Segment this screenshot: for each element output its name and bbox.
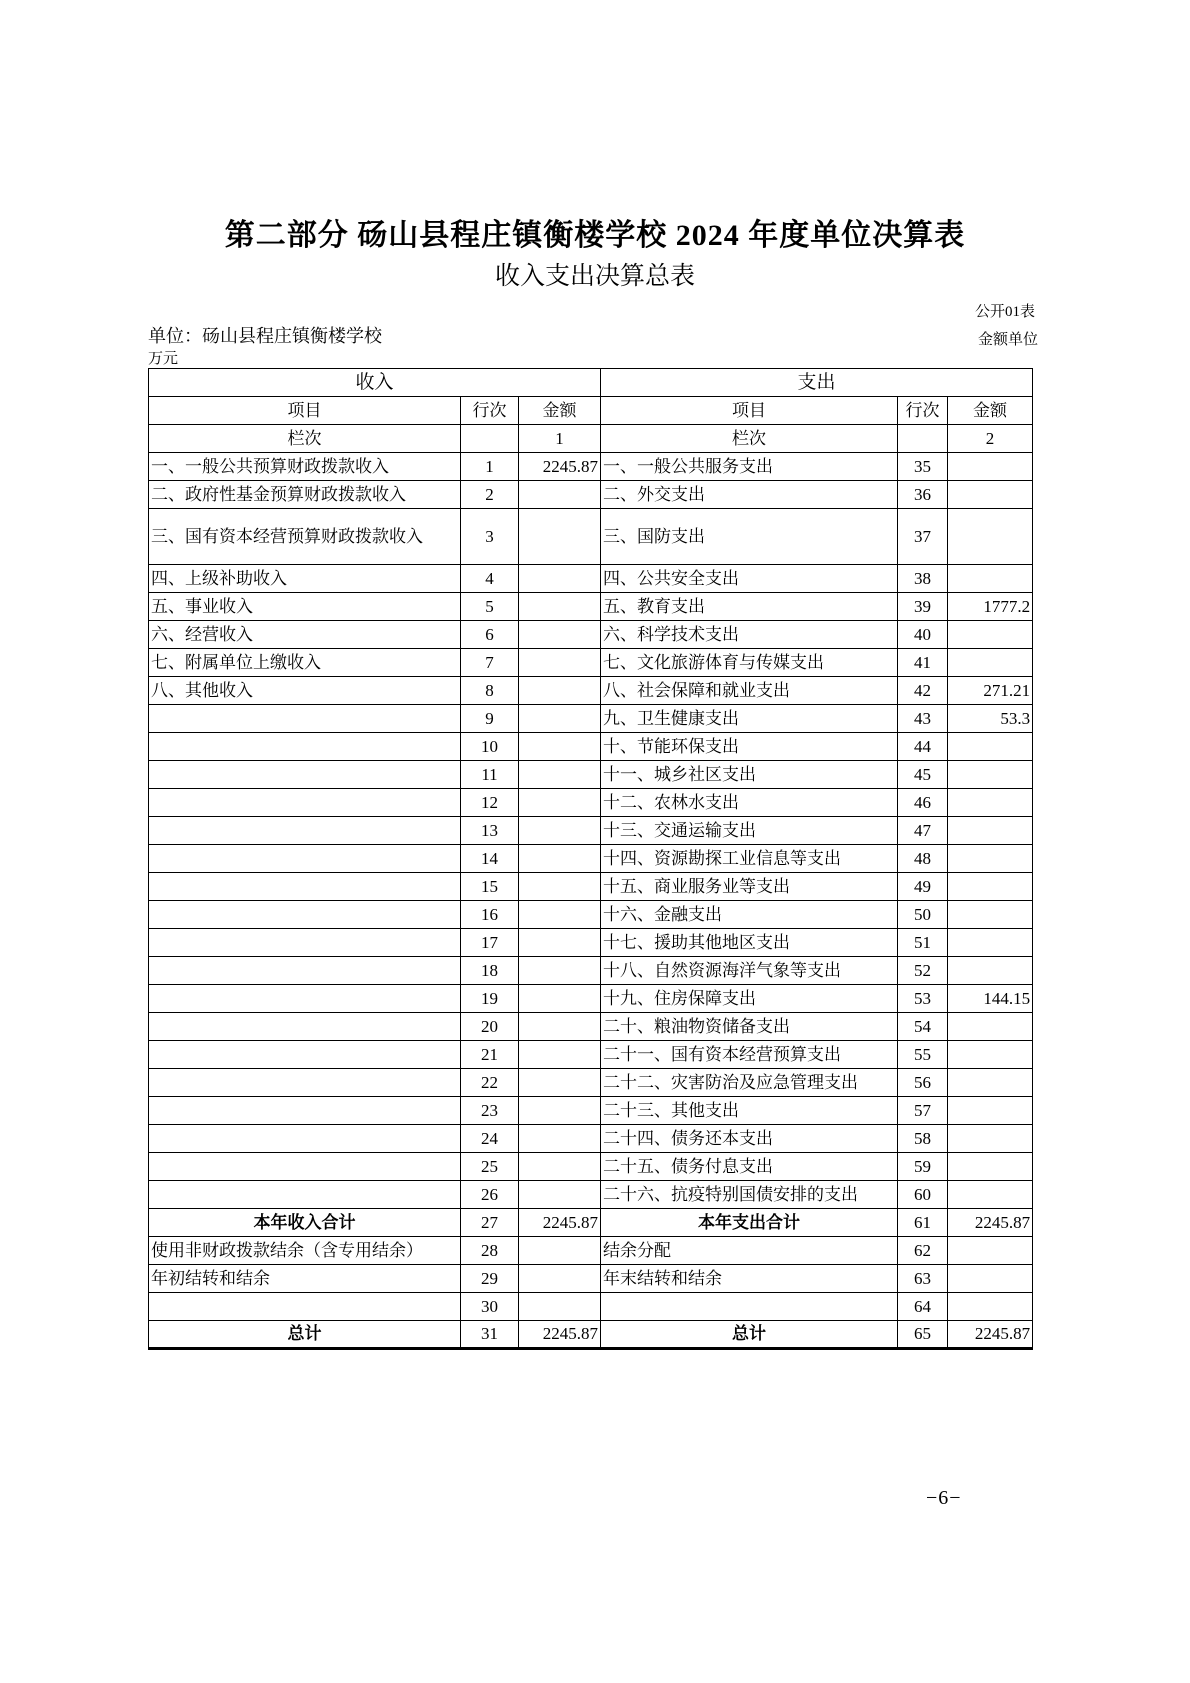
income-rowno-cell: 5 [461,593,519,621]
expense-rowno-cell: 53 [898,985,948,1013]
income-amount-cell [519,1013,601,1041]
table-row [149,1097,1033,1125]
income-rowno-cell: 13 [461,817,519,845]
income-rowno-cell: 19 [461,985,519,1013]
income-rowno-cell: 17 [461,929,519,957]
expense-item-cell: 三、国防支出 [601,509,898,565]
expense-item-cell: 十二、农林水支出 [601,789,898,817]
income-amount-cell [519,985,601,1013]
income-item-cell: 四、上级补助收入 [149,565,461,593]
income-item-cell [149,733,461,761]
expense-rowno-cell: 47 [898,817,948,845]
expense-item-cell: 十四、资源勘探工业信息等支出 [601,845,898,873]
column-header-row [149,397,1033,425]
income-item-cell [149,901,461,929]
income-amount-cell [519,1265,601,1293]
expense-item-cell: 二、外交支出 [601,481,898,509]
expense-amount-cell [948,789,1033,817]
income-item-cell: 本年收入合计 [149,1209,461,1237]
expense-amount-cell [948,929,1033,957]
expense-amount-cell [948,901,1033,929]
income-item-cell [149,1125,461,1153]
income-amount-cell [519,761,601,789]
table-row [149,901,1033,929]
expense-item-cell: 八、社会保障和就业支出 [601,677,898,705]
table-row [149,565,1033,593]
expense-rowno-cell: 56 [898,1069,948,1097]
expense-rowno-cell: 36 [898,481,948,509]
income-item-cell: 七、附属单位上缴收入 [149,649,461,677]
income-expense-table [148,368,1033,1350]
table-row [149,873,1033,901]
income-rowno-cell: 1 [461,453,519,481]
table-row [149,817,1033,845]
income-item-cell: 年初结转和结余 [149,1265,461,1293]
expense-amount-cell [948,957,1033,985]
table-row [149,1041,1033,1069]
income-item-cell: 总计 [149,1321,461,1349]
income-item-cell [149,705,461,733]
table-title: 收入支出决算总表 [494,263,695,290]
income-rowno-cell: 24 [461,1125,519,1153]
expense-rowno-cell: 50 [898,901,948,929]
income-item-cell: 六、经营收入 [149,621,461,649]
expense-item-cell: 十七、援助其他地区支出 [601,929,898,957]
expense-item-cell [601,1293,898,1321]
income-amount-cell [519,677,601,705]
expense-item-cell: 十九、住房保障支出 [601,985,898,1013]
table-row [149,705,1033,733]
income-item-cell [149,845,461,873]
income-amount-cell [519,957,601,985]
expense-amount-cell [948,509,1033,565]
table-body [149,369,1033,1349]
expense-amount-cell [948,1069,1033,1097]
expense-rowno-cell: 48 [898,845,948,873]
expense-item-cell: 二十四、债务还本支出 [601,1125,898,1153]
income-rowno-header: 行次 [461,397,519,425]
expense-amount-cell [948,481,1033,509]
income-rowno-cell: 29 [461,1265,519,1293]
table-row [149,509,1033,565]
income-rowno-cell: 7 [461,649,519,677]
expense-rowno-cell: 51 [898,929,948,957]
expense-rowno-cell: 38 [898,565,948,593]
expense-item-cell: 总计 [601,1321,898,1349]
income-item-cell [149,1097,461,1125]
expense-item-cell: 十三、交通运输支出 [601,817,898,845]
income-amount-cell [519,929,601,957]
income-rowno-cell: 21 [461,1041,519,1069]
income-amount-cell [519,1125,601,1153]
expense-item-cell: 年末结转和结余 [601,1265,898,1293]
income-item-cell [149,1293,461,1321]
income-item-cell: 五、事业收入 [149,593,461,621]
lanci-row [149,425,1033,453]
income-item-cell [149,957,461,985]
page-number: −6− [926,1487,962,1509]
income-item-cell [149,1069,461,1097]
expense-rowno-cell: 35 [898,453,948,481]
income-item-cell [149,1013,461,1041]
income-amount-header: 金额 [519,397,601,425]
expense-rowno-cell: 60 [898,1181,948,1209]
income-amount-cell [519,1069,601,1097]
income-rowno-cell: 20 [461,1013,519,1041]
table-row [149,929,1033,957]
income-amount-cell [519,873,601,901]
income-amount-cell: 2245.87 [519,453,601,481]
expense-lanci-label: 栏次 [601,425,898,453]
expense-item-cell: 二十二、灾害防治及应急管理支出 [601,1069,898,1097]
expense-item-cell: 二十五、债务付息支出 [601,1153,898,1181]
expense-amount-cell [948,761,1033,789]
part-title: 第二部分 砀山县程庄镇衡楼学校 2024 年度单位决算表 [224,219,966,252]
expense-rowno-cell: 46 [898,789,948,817]
expense-rowno-cell: 62 [898,1237,948,1265]
expense-item-cell: 七、文化旅游体育与传媒支出 [601,649,898,677]
income-amount-cell [519,817,601,845]
income-item-header: 项目 [149,397,461,425]
expense-amount-cell [948,1097,1033,1125]
income-rowno-cell: 25 [461,1153,519,1181]
income-amount-cell: 2245.87 [519,1209,601,1237]
expense-item-cell: 十五、商业服务业等支出 [601,873,898,901]
income-rowno-cell: 9 [461,705,519,733]
income-rowno-cell: 28 [461,1237,519,1265]
table-row [149,1125,1033,1153]
income-rowno-cell: 16 [461,901,519,929]
table-row [149,1153,1033,1181]
expense-item-cell: 十一、城乡社区支出 [601,761,898,789]
income-rowno-cell: 23 [461,1097,519,1125]
expense-amount-cell: 144.15 [948,985,1033,1013]
income-amount-cell [519,1041,601,1069]
expense-rowno-cell: 37 [898,509,948,565]
table-row [149,1209,1033,1237]
expense-rowno-cell: 45 [898,761,948,789]
expense-rowno-header: 行次 [898,397,948,425]
expense-item-cell: 六、科学技术支出 [601,621,898,649]
expense-amount-cell [948,649,1033,677]
income-item-cell [149,1153,461,1181]
income-amount-cell [519,789,601,817]
table-row [149,621,1033,649]
expense-rowno-cell: 49 [898,873,948,901]
income-rowno-cell: 27 [461,1209,519,1237]
expense-item-cell: 四、公共安全支出 [601,565,898,593]
table-row [149,1069,1033,1097]
expense-rowno-cell: 42 [898,677,948,705]
expense-item-cell: 二十三、其他支出 [601,1097,898,1125]
expense-amount-cell [948,845,1033,873]
income-amount-cell [519,733,601,761]
income-rowno-cell: 2 [461,481,519,509]
table-row [149,985,1033,1013]
income-lanci-empty [461,425,519,453]
table-row [149,761,1033,789]
table-row [149,677,1033,705]
expense-amount-cell [948,453,1033,481]
income-amount-cell [519,509,601,565]
income-item-cell [149,873,461,901]
income-item-cell [149,1181,461,1209]
table-row [149,593,1033,621]
expense-amount-cell [948,1013,1033,1041]
income-amount-cell [519,621,601,649]
table-row [149,1237,1033,1265]
income-amount-cell [519,1293,601,1321]
expense-item-cell: 十、节能环保支出 [601,733,898,761]
expense-rowno-cell: 52 [898,957,948,985]
expense-rowno-cell: 64 [898,1293,948,1321]
expense-rowno-cell: 57 [898,1097,948,1125]
expense-item-cell: 五、教育支出 [601,593,898,621]
expense-item-header: 项目 [601,397,898,425]
income-amount-cell [519,593,601,621]
expense-amount-cell [948,621,1033,649]
table-row [149,1181,1033,1209]
income-amount-cell: 2245.87 [519,1321,601,1349]
expense-item-cell: 十八、自然资源海洋气象等支出 [601,957,898,985]
income-rowno-cell: 14 [461,845,519,873]
expense-amount-cell: 271.21 [948,677,1033,705]
income-rowno-cell: 3 [461,509,519,565]
income-item-cell [149,929,461,957]
income-item-cell: 八、其他收入 [149,677,461,705]
income-lanci-number: 1 [519,425,601,453]
income-rowno-cell: 18 [461,957,519,985]
expense-rowno-cell: 39 [898,593,948,621]
expense-rowno-cell: 41 [898,649,948,677]
expense-rowno-cell: 59 [898,1153,948,1181]
income-lanci-label: 栏次 [149,425,461,453]
expense-amount-cell [948,1125,1033,1153]
income-rowno-cell: 6 [461,621,519,649]
table-row [149,1265,1033,1293]
table-row [149,789,1033,817]
income-rowno-cell: 15 [461,873,519,901]
table-row [149,1293,1033,1321]
income-rowno-cell: 4 [461,565,519,593]
expense-amount-cell [948,1237,1033,1265]
income-item-cell [149,1041,461,1069]
income-amount-cell [519,901,601,929]
expense-amount-cell [948,1265,1033,1293]
table-row [149,733,1033,761]
expense-rowno-cell: 61 [898,1209,948,1237]
table-row [149,845,1033,873]
expense-item-cell: 二十六、抗疫特别国债安排的支出 [601,1181,898,1209]
expense-amount-header: 金额 [948,397,1033,425]
income-amount-cell [519,1181,601,1209]
income-section-header: 收入 [149,369,601,397]
income-amount-cell [519,565,601,593]
expense-rowno-cell: 40 [898,621,948,649]
expense-amount-cell: 2245.87 [948,1209,1033,1237]
expense-amount-cell: 2245.87 [948,1321,1033,1349]
income-amount-cell [519,1097,601,1125]
expense-lanci-number: 2 [948,425,1033,453]
expense-rowno-cell: 65 [898,1321,948,1349]
expense-rowno-cell: 43 [898,705,948,733]
income-item-cell: 使用非财政拨款结余（含专用结余） [149,1237,461,1265]
unit-name-label: 单位：砀山县程庄镇衡楼学校 [148,326,382,346]
expense-item-cell: 本年支出合计 [601,1209,898,1237]
expense-amount-cell: 1777.2 [948,593,1033,621]
expense-amount-cell [948,1153,1033,1181]
expense-item-cell: 九、卫生健康支出 [601,705,898,733]
expense-amount-cell [948,1181,1033,1209]
income-amount-cell [519,1153,601,1181]
expense-amount-cell [948,873,1033,901]
amount-unit-label: 金额单位 [977,332,1038,348]
expense-item-cell: 一、一般公共服务支出 [601,453,898,481]
table-row [149,453,1033,481]
income-rowno-cell: 22 [461,1069,519,1097]
income-amount-cell [519,845,601,873]
table-row [149,1321,1033,1349]
income-rowno-cell: 31 [461,1321,519,1349]
expense-rowno-cell: 58 [898,1125,948,1153]
income-rowno-cell: 11 [461,761,519,789]
expense-amount-cell [948,565,1033,593]
income-item-cell: 一、一般公共预算财政拨款收入 [149,453,461,481]
section-header-row [149,369,1033,397]
expense-amount-cell [948,817,1033,845]
expense-item-cell: 二十、粮油物资储备支出 [601,1013,898,1041]
table-row [149,957,1033,985]
income-amount-cell [519,705,601,733]
table-row [149,649,1033,677]
income-rowno-cell: 26 [461,1181,519,1209]
income-item-cell [149,789,461,817]
income-item-cell: 二、政府性基金预算财政拨款收入 [149,481,461,509]
income-item-cell [149,817,461,845]
table-row [149,481,1033,509]
expense-rowno-cell: 55 [898,1041,948,1069]
expense-amount-cell [948,1041,1033,1069]
expense-rowno-cell: 54 [898,1013,948,1041]
income-rowno-cell: 30 [461,1293,519,1321]
income-amount-cell [519,649,601,677]
expense-lanci-empty [898,425,948,453]
expense-amount-cell [948,733,1033,761]
table-number-label: 公开01表 [974,304,1035,320]
income-item-cell [149,761,461,789]
expense-amount-cell [948,1293,1033,1321]
income-item-cell [149,985,461,1013]
income-item-cell: 三、国有资本经营预算财政拨款收入 [149,509,461,565]
table-row [149,1013,1033,1041]
amount-unit-value: 万元 [148,351,179,367]
expense-item-cell: 结余分配 [601,1237,898,1265]
expense-amount-cell: 53.3 [948,705,1033,733]
expense-item-cell: 十六、金融支出 [601,901,898,929]
expense-section-header: 支出 [601,369,1033,397]
income-amount-cell [519,481,601,509]
income-rowno-cell: 8 [461,677,519,705]
expense-item-cell: 二十一、国有资本经营预算支出 [601,1041,898,1069]
income-amount-cell [519,1237,601,1265]
expense-rowno-cell: 44 [898,733,948,761]
expense-rowno-cell: 63 [898,1265,948,1293]
income-rowno-cell: 12 [461,789,519,817]
income-rowno-cell: 10 [461,733,519,761]
